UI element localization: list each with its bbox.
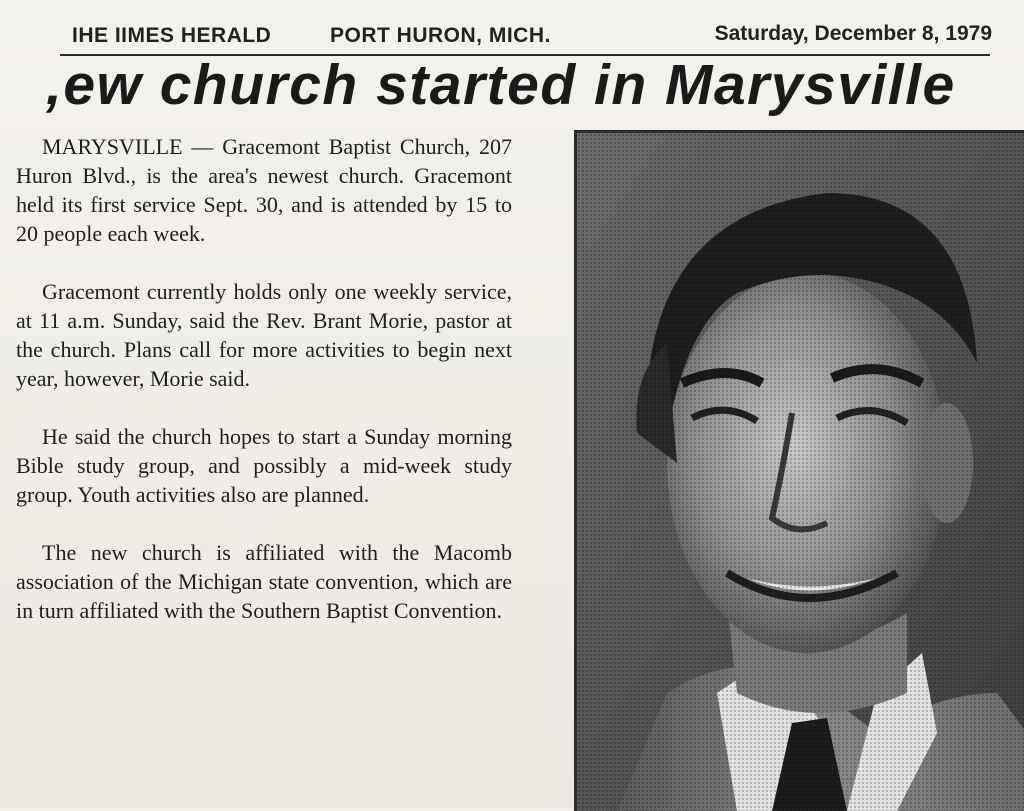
article-paragraph: The new church is affiliated with the Macomb association of the Michigan state convention, which are in turn affiliated with the Southern Baptist Convention. (16, 540, 512, 623)
publication-date: Saturday, December 8, 1979 (714, 22, 992, 45)
publication-name: IHE IIMES HERALD (72, 24, 272, 47)
publication-location: PORT HURON, MICH. (330, 24, 551, 47)
headline: ,ew church started in Marysville (46, 53, 956, 117)
masthead (72, 20, 992, 52)
article-paragraph: MARYSVILLE — Gracemont Baptist Church, 207 Huron Blvd., is the area's newest church. Gracemont held its first service Sept. 30, and is attended by 15 to 20 people each week. (16, 134, 512, 246)
article-paragraph: Gracemont currently holds only one weekly service, at 11 a.m. Sunday, said the Rev. Brant Morie, pastor at the church. Plans call for more activities to begin next year, however, Morie said. (16, 279, 512, 391)
portrait-photo (574, 130, 1024, 811)
portrait-photo-icon (577, 133, 1024, 811)
article-paragraph: He said the church hopes to start a Sunday morning Bible study group, and possibly a mid-week study group. Youth activities also are planned. (16, 424, 512, 507)
article-body (16, 132, 512, 654)
